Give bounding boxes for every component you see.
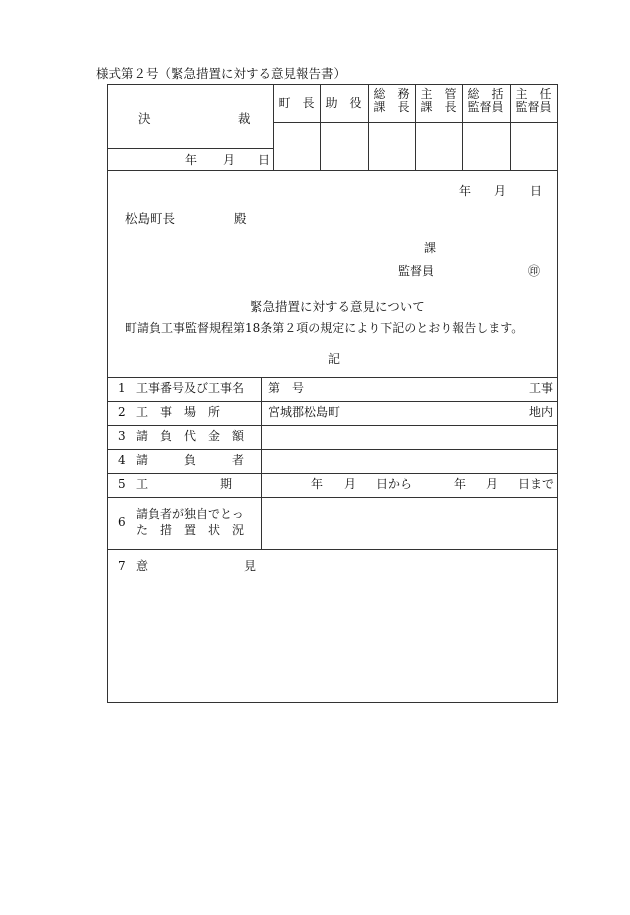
subject-line: 緊急措置に対する意見について bbox=[250, 299, 425, 314]
col-general-affairs: 総 務 課 長 bbox=[373, 87, 410, 114]
honorific: 殿 bbox=[234, 211, 247, 226]
approval-box bbox=[107, 84, 558, 171]
inspector-label: 監督員 bbox=[398, 264, 435, 278]
row2-value-left: 宮城郡松島町 bbox=[268, 405, 341, 419]
approval-date-year: 年 bbox=[185, 153, 198, 167]
period-start-year: 年 bbox=[311, 477, 324, 491]
period-start-day: 日から bbox=[376, 477, 413, 491]
col-chief-supervisor: 主 任 監督員 bbox=[515, 87, 552, 114]
addressee: 松島町長 bbox=[125, 211, 176, 226]
body-text: 町請負工事監督規程第18条第２項の規定により下記のとおり報告します。 bbox=[125, 321, 524, 335]
col-deputy: 助 役 bbox=[325, 96, 362, 110]
period-start-month: 月 bbox=[344, 477, 357, 491]
letter-date-year: 年 bbox=[459, 184, 472, 198]
dept-label: 課 bbox=[424, 241, 437, 255]
decision-label: 決 裁 bbox=[138, 111, 251, 126]
col-general-supervisor: 総 括 監督員 bbox=[467, 87, 504, 114]
period-end-year: 年 bbox=[454, 477, 467, 491]
table-row: 6 請負者が独自でとっ た 措 置 状 況 bbox=[118, 507, 245, 537]
letter-date-month: 月 bbox=[494, 184, 507, 198]
row1-value-right: 工事 bbox=[529, 381, 554, 395]
approval-date-month: 月 bbox=[223, 153, 236, 167]
approval-date-day: 日 bbox=[258, 153, 271, 167]
letter-date-day: 日 bbox=[530, 184, 543, 198]
ki-mark: 記 bbox=[328, 352, 341, 366]
report-body: 年 月 日 松島町長 殿 課 監督員 ㊞ 緊急措置に対する意見について 町請負工事監督規程第18条第２項の規定により下記のとおり報告します。 記 1 工事番号及び工事名 第 号 工事 2 工 事 場 所 宮城郡松島町 地内 3 請 負 代 金 額 4 請 負 者 5 工 期 年 月 日から 年 月 日まで 6 請負者が独自でとっ た 措 置 状 況 7 意 見 bbox=[107, 171, 558, 703]
col-mayor: 町 長 bbox=[278, 96, 315, 110]
seal-mark: ㊞ bbox=[528, 264, 541, 278]
row2-value-right: 地内 bbox=[529, 405, 554, 419]
form-title: 様式第２号（緊急措置に対する意見報告書） bbox=[96, 66, 347, 81]
col-responsible-dept: 主 管 課 長 bbox=[420, 87, 457, 114]
row1-value-left: 第 号 bbox=[268, 381, 305, 395]
period-end-month: 月 bbox=[486, 477, 499, 491]
period-end-day: 日まで bbox=[518, 477, 555, 491]
